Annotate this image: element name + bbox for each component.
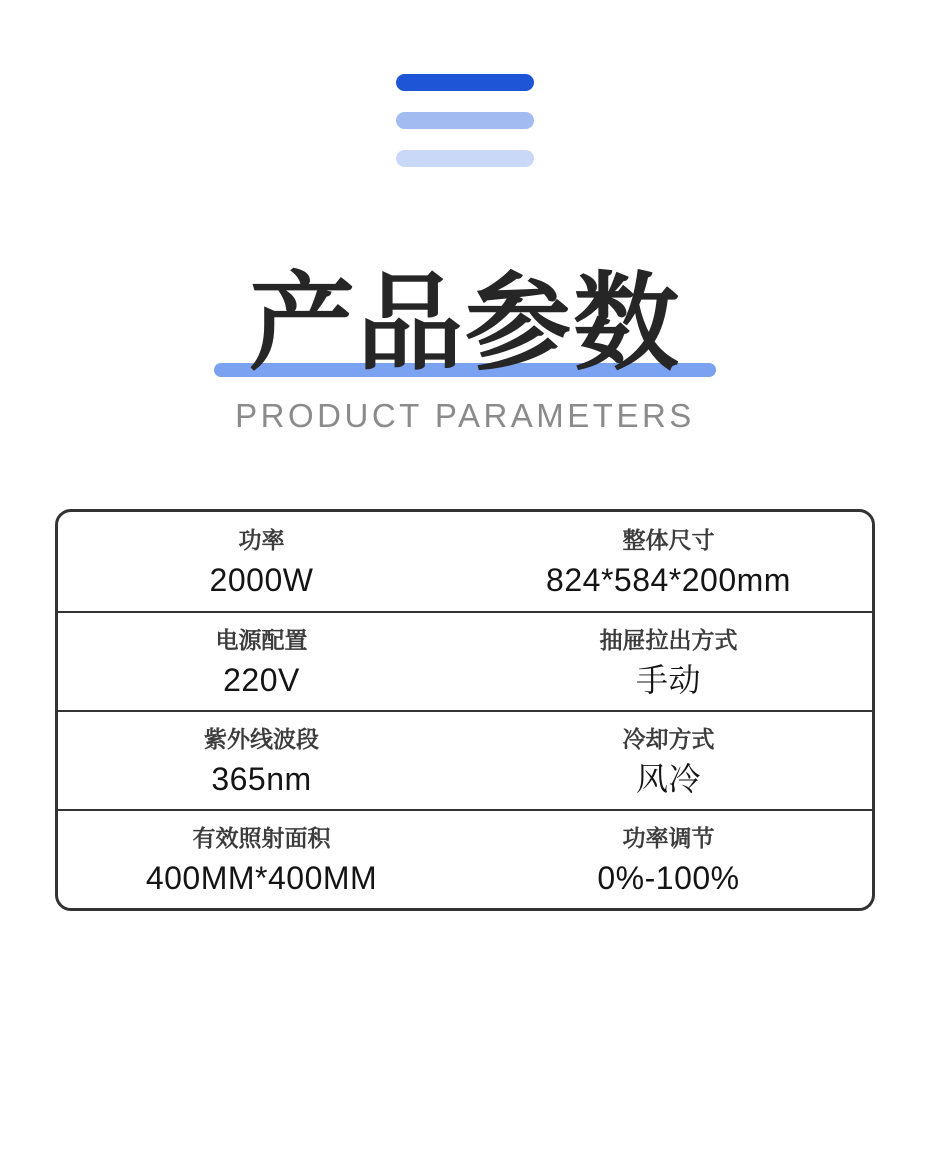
spec-value: 手动 <box>635 661 701 698</box>
spec-value: 0%-100% <box>597 859 740 896</box>
spec-label: 功率调节 <box>622 824 715 851</box>
decor-bars-icon <box>396 74 534 167</box>
spec-cell-drawer-pull <box>465 613 872 710</box>
section-header <box>0 265 930 435</box>
spec-value: 2000W <box>209 561 314 598</box>
table-row <box>58 710 872 809</box>
spec-label: 功率 <box>238 526 285 553</box>
decor-bar-bottom <box>396 150 534 167</box>
table-row <box>58 512 872 611</box>
spec-value: 400MM*400MM <box>145 859 378 896</box>
spec-cell-power-supply <box>58 613 465 710</box>
page-subtitle: PRODUCT PARAMETERS <box>235 397 695 434</box>
spec-value: 220V <box>223 661 300 698</box>
spec-cell-uv-band <box>58 712 465 809</box>
spec-value: 风冷 <box>635 760 701 797</box>
decor-bar-middle <box>396 112 534 129</box>
spec-label: 电源配置 <box>215 626 308 653</box>
spec-cell-cooling <box>465 712 872 809</box>
spec-cell-overall-size <box>465 512 872 611</box>
decor-bar-top <box>396 74 534 91</box>
table-row <box>58 611 872 710</box>
spec-value: 365nm <box>211 760 312 797</box>
page-title: 产品参数 <box>249 265 681 383</box>
spec-cell-power-adjust <box>465 811 872 908</box>
spec-label: 有效照射面积 <box>192 824 331 851</box>
spec-cell-irradiation-area <box>58 811 465 908</box>
spec-value: 824*584*200mm <box>546 561 791 598</box>
spec-table <box>55 509 875 911</box>
spec-label: 抽屉拉出方式 <box>599 626 738 653</box>
spec-cell-power <box>58 512 465 611</box>
table-row <box>58 809 872 908</box>
spec-label: 整体尺寸 <box>622 526 715 553</box>
spec-label: 冷却方式 <box>622 725 715 752</box>
spec-label: 紫外线波段 <box>204 725 319 752</box>
